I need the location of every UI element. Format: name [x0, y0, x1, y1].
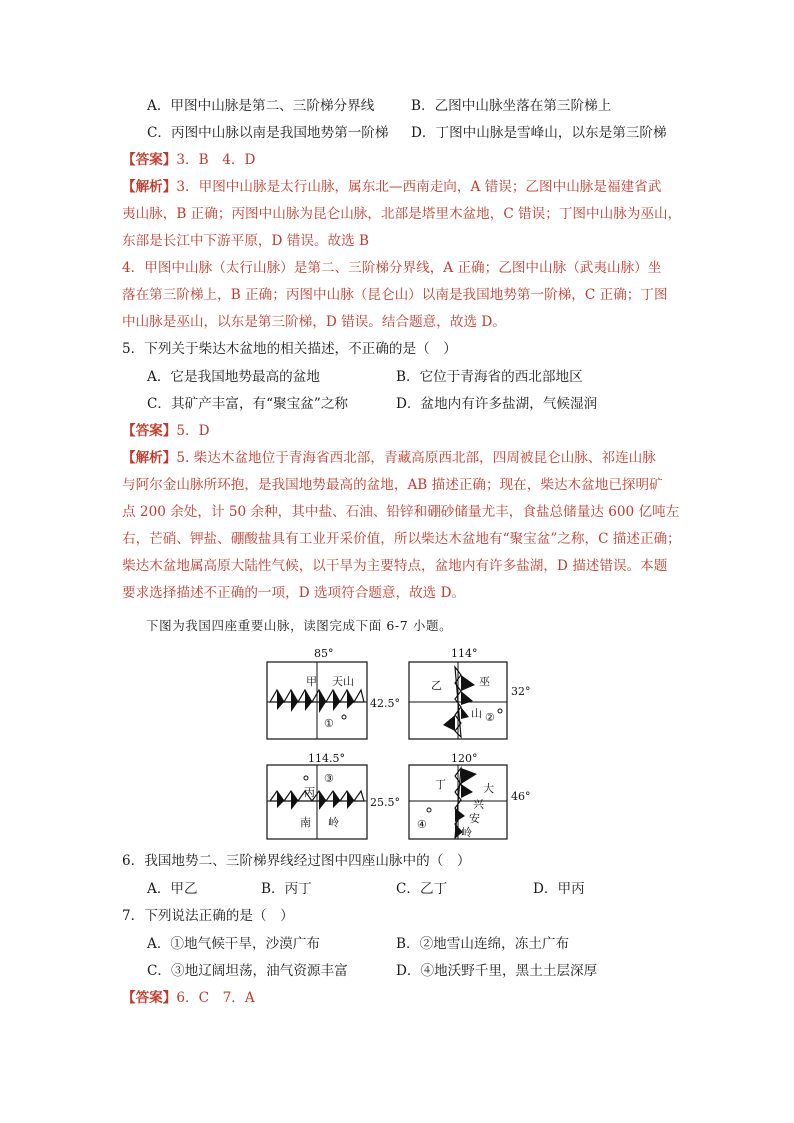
- q5-option-c: C．其矿产丰富，有“聚宝盆”之称: [147, 396, 349, 412]
- map-yi: [405, 645, 540, 743]
- q6-option-b: B．丙丁: [261, 881, 312, 897]
- map-jia-point-marker: [342, 715, 346, 719]
- map-bing: [262, 750, 402, 842]
- analysis-4-line-3: 中山脉是巫山，以东是第三阶梯，D 错误。结合题意，故选 D。: [122, 314, 506, 330]
- option-d: D．丁图中山脉是雪峰山，以东是第三阶梯: [411, 125, 667, 141]
- analysis-3-line-3: 东部是长江中下游平原，D 错误。故选 B: [122, 233, 370, 249]
- map-bing-name: 丙: [304, 786, 315, 799]
- intro-6-7: 下图为我国四座重要山脉，读图完成下面 6-7 小题。: [146, 618, 453, 633]
- analysis-5-line-6: 要求选择描述不正确的一项，D 选项符合题意，故选 D。: [122, 585, 466, 601]
- q5-option-d: D．盆地内有许多盐湖，气候湿润: [396, 396, 598, 412]
- q6-option-d: D．甲丙: [533, 881, 585, 897]
- q6-option-a: A．甲乙: [147, 881, 198, 897]
- q5-option-b: B．它位于青海省的西北部地区: [396, 369, 583, 385]
- map-yi-char-2: 山: [471, 707, 482, 720]
- q6-option-c: C．乙丁: [396, 881, 448, 897]
- answer-3-4: 【答案】3．B 4．D: [122, 152, 256, 168]
- map-yi-char-1: 巫: [479, 675, 490, 688]
- answer-6-7: 【答案】6．C 7．A: [122, 990, 255, 1006]
- map-ding-point: ④: [417, 818, 427, 831]
- q5-option-a: A．它是我国地势最高的盆地: [147, 369, 320, 385]
- map-jia: [262, 645, 402, 743]
- map-yi-name: 乙: [431, 679, 442, 692]
- map-ding-longitude: 120°: [451, 752, 478, 765]
- map-ding-point-marker: [427, 808, 431, 812]
- map-jia-name: 甲: [306, 675, 317, 688]
- map-jia-latitude: 42.5°: [370, 697, 400, 710]
- option-a: A．甲图中山脉是第二、三阶梯分界线: [147, 98, 375, 114]
- map-jia-longitude: 85°: [314, 647, 334, 660]
- map-ding: [405, 750, 540, 842]
- map-ding-char-4: 岭: [461, 826, 472, 839]
- option-c: C．丙图中山脉以南是我国地势第一阶梯: [147, 125, 389, 141]
- q7-option-d: D．④地沃野千里，黑土土层深厚: [396, 963, 598, 979]
- map-ding-char-2: 兴: [473, 798, 484, 811]
- analysis-4-line-1: 4．甲图中山脉（太行山脉）是第二、三阶梯分界线，A 正确；乙图中山脉（武夷山脉）坐: [122, 260, 662, 276]
- option-b: B．乙图中山脉坐落在第三阶梯上: [411, 98, 612, 114]
- map-ding-char-1: 大: [483, 782, 494, 795]
- map-ding-latitude: 46°: [511, 790, 531, 803]
- map-jia-point: ①: [324, 717, 334, 730]
- q7-option-b: B．②地雪山连绵，冻土广布: [396, 936, 570, 952]
- map-bing-point-marker: [304, 776, 308, 780]
- map-ding-name: 丁: [435, 778, 446, 791]
- map-yi-latitude: 32°: [511, 685, 531, 698]
- map-bing-latitude: 25.5°: [370, 796, 400, 809]
- question-6-stem: 6．我国地势二、三阶梯界线经过图中四座山脉中的（ ）: [122, 853, 471, 869]
- analysis-5-line-1: 【解析】5. 柴达木盆地位于青海省西北部，青藏高原西北部，四周被昆仑山脉、祁连山脉: [122, 450, 656, 466]
- map-bing-char-2: 岭: [328, 816, 339, 829]
- analysis-5-line-2: 与阿尔金山脉所环抱，是我国地势最高的盆地，AB 描述正确；现在，柴达木盆地已探明矿: [122, 477, 663, 493]
- analysis-5-line-5: 柴达木盆地属高原大陆性气候，以干旱为主要特点，盆地内有许多盐湖，D 描述错误。本题: [122, 558, 668, 574]
- map-bing-longitude: 114.5°: [308, 752, 345, 765]
- map-jia-mountain: 天山: [332, 675, 354, 688]
- q7-option-a: A．①地气候干旱，沙漠广布: [147, 936, 320, 952]
- map-yi-longitude: 114°: [451, 647, 478, 660]
- answer-5: 【答案】5．D: [122, 423, 210, 439]
- analysis-4-line-2: 落在第三阶梯上，B 正确；丙图中山脉（昆仑山）以南是我国地势第一阶梯，C 正确；丁图: [122, 287, 668, 303]
- map-bing-char-1: 南: [300, 816, 311, 829]
- analysis-5-line-3: 点 200 余处，计 50 余种，其中盐、石油、铅锌和硼砂储量尤丰，食盐总储量达 600 亿吨左: [122, 504, 680, 520]
- q7-option-c: C．③地辽阔坦荡，油气资源丰富: [147, 963, 348, 979]
- analysis-3-line-1: 【解析】3．甲图中山脉是太行山脉，属东北—西南走向，A 错误；乙图中山脉是福建省武: [122, 179, 662, 195]
- analysis-3-line-2: 夷山脉，B 正确；丙图中山脉为昆仑山脉，北部是塔里木盆地，C 错误；丁图中山脉为巫山，: [122, 206, 682, 222]
- map-yi-point-marker: [498, 709, 502, 713]
- map-bing-point: ③: [324, 772, 334, 785]
- map-ding-char-3: 安: [469, 812, 480, 825]
- analysis-5-line-4: 右，芒硝、钾盐、硼酸盐具有工业开采价值，所以柴达木盆地有“聚宝盆”之称，C 描述正确；: [122, 531, 681, 547]
- question-7-stem: 7．下列说法正确的是（ ）: [122, 908, 294, 924]
- map-yi-point: ②: [485, 711, 495, 724]
- question-5-stem: 5．下列关于柴达木盆地的相关描述，不正确的是（ ）: [122, 341, 457, 357]
